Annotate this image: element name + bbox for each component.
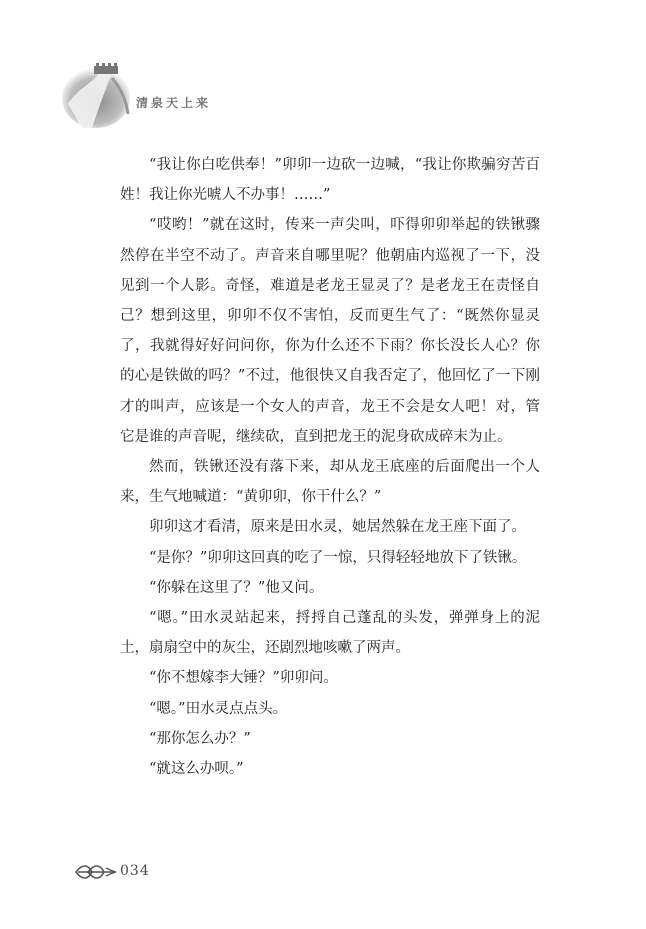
paragraph: “嗯。”田水灵站起来，捋捋自己蓬乱的头发，弹弹身上的泥土，扇扇空中的灰尘，还剧烈地咳嗽了两声。 — [120, 610, 540, 657]
paragraph: “我让你白吃供奉！”卯卯一边砍一边喊，“我让你欺骗穷苦百姓！我让你光唬人不办事！……” — [120, 157, 540, 204]
paragraph: “哎哟！”就在这时，传来一声尖叫，吓得卯卯举起的铁锹骤然停在半空不动了。声音来自哪里呢？他朝庙内巡视了一下，没见到一个人影。奇怪，难道是老龙王显灵了？是老龙王在责怪自己？想到这里，卯卯不仅不害怕，反而更生气了：“既然你显灵了，我就得好好问问你，你为什么还不下雨？你长没长人心？你的心是铁做的吗？”不过，他很快又自我否定了，他回忆了一下刚才的叫声，应该是一个女人的声音，龙王不会是女人吧！对，管它是谁的声音呢，继续砍，直到把龙王的泥身砍成碎末为止。 — [120, 217, 540, 445]
paragraph: “你不想嫁李大锤？”卯卯问。 — [149, 670, 338, 687]
running-header — [62, 58, 282, 130]
paragraph: 然而，铁锹还没有落下来，却从龙王底座的后面爬出一个人来，生气地喊道：“黄卯卯，你干什么？” — [120, 459, 540, 506]
book-title: 清泉天上来 — [136, 96, 212, 110]
body-text — [120, 150, 540, 784]
paragraph: “是你？”卯卯这回真的吃了一惊，只得轻轻地放下了铁锹。 — [149, 549, 527, 566]
leaf-ornament-icon — [74, 862, 120, 882]
paragraph: “嗯。”田水灵点点头。 — [149, 700, 288, 717]
page-footer — [74, 860, 194, 884]
page-number: 034 — [120, 863, 150, 879]
paragraph: “你躲在这里了？”他又问。 — [149, 579, 324, 596]
great-wall-illustration — [62, 58, 134, 130]
paragraph: 卯卯这才看清，原来是田水灵，她居然躲在龙王座下面了。 — [149, 519, 526, 536]
paragraph: “那你怎么办？” — [149, 730, 251, 747]
paragraph: “就这么办呗。” — [149, 761, 244, 778]
